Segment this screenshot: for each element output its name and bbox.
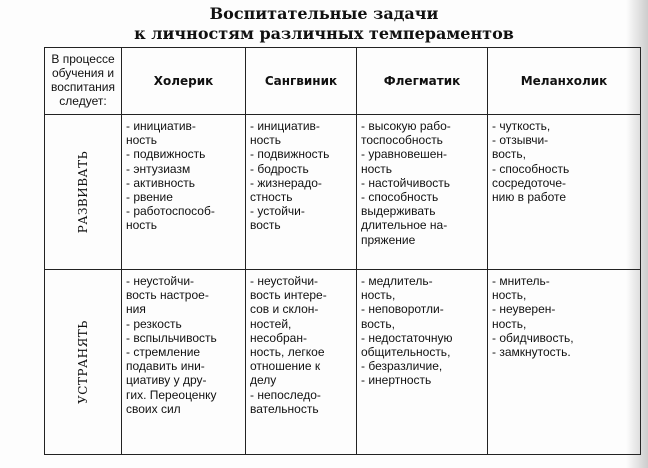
- cell-line: - уравновешен-: [361, 147, 448, 162]
- column-header-melancholic: Меланхолик: [488, 48, 641, 115]
- row-header-develop: [45, 115, 122, 270]
- cell-eliminate-melancholic: [488, 270, 641, 455]
- cell-line: ность: [361, 161, 393, 176]
- cell-line: - чуткость,: [492, 119, 551, 133]
- cell-line: пряжение: [361, 232, 416, 247]
- table-header-row: [45, 48, 641, 115]
- row-header-label: УСТРАНЯТЬ: [76, 320, 90, 404]
- cell-line: вость,: [361, 316, 395, 331]
- cell-line: - неустойчи-: [126, 274, 195, 288]
- corner-header-line: В процессе: [51, 52, 115, 66]
- cell-eliminate-phlegmatic: [357, 270, 488, 455]
- cell-line: - резкость: [126, 316, 182, 331]
- cell-develop-melancholic: [488, 115, 641, 270]
- cell-line: циативу у дру-: [126, 373, 207, 388]
- cell-line: ность: [126, 133, 158, 148]
- cell-line: - стремление: [126, 345, 201, 360]
- cell-line: отношение к: [250, 359, 321, 374]
- cell-develop-sanguine: [246, 115, 357, 270]
- document-subtitle: к личностям различных темпераментов: [134, 24, 514, 43]
- cell-line: - безразличие,: [361, 359, 443, 374]
- cell-line: вость интере-: [250, 288, 327, 303]
- cell-line: сов и склон-: [250, 302, 319, 317]
- cell-line: - устойчи-: [250, 204, 305, 219]
- cell-line: - недостаточную: [361, 330, 453, 345]
- corner-header-line: обучения и: [51, 66, 115, 80]
- cell-line: - энтузиазм: [126, 161, 191, 176]
- cell-line: - отзывчи-: [492, 133, 549, 148]
- cell-develop-choleric: [122, 115, 246, 270]
- cell-line: вость,: [492, 147, 526, 162]
- cell-line: общительность,: [361, 345, 451, 360]
- table-row-develop: [45, 115, 641, 270]
- cell-line: - высокую рабо-: [361, 119, 451, 133]
- cell-line: своих сил: [126, 401, 181, 416]
- column-header-phlegmatic: Флегматик: [357, 48, 488, 115]
- cell-eliminate-choleric: [122, 270, 246, 455]
- cell-line: вость настрое-: [126, 288, 209, 303]
- cell-line: - непоследо-: [250, 387, 321, 402]
- cell-line: - мнитель-: [492, 274, 550, 288]
- table-row-eliminate: [45, 270, 641, 455]
- corner-header-line: следует:: [59, 94, 107, 108]
- cell-line: ность: [126, 218, 158, 233]
- cell-line: - вспыльчивость: [126, 330, 217, 345]
- cell-line: - подвижность: [126, 147, 206, 162]
- corner-header-line: воспитания: [51, 80, 115, 94]
- cell-line: подавить ини-: [126, 359, 205, 374]
- cell-line: - жизнерадо-: [250, 175, 322, 190]
- cell-line: ность, легкое: [250, 345, 325, 360]
- cell-line: - замкнутость.: [492, 345, 571, 360]
- cell-line: ность,: [361, 288, 396, 303]
- cell-line: - настойчивость: [361, 175, 450, 190]
- cell-line: вость: [250, 218, 281, 233]
- cell-line: - работоспособ-: [126, 204, 215, 219]
- cell-line: - активность: [126, 175, 196, 190]
- cell-line: ность,: [492, 288, 527, 303]
- cell-line: - инициатив-: [250, 119, 320, 133]
- temperament-table: [44, 47, 641, 455]
- cell-eliminate-sanguine: [246, 270, 357, 455]
- cell-line: делу: [250, 373, 277, 388]
- corner-header-cell: [45, 48, 122, 115]
- cell-line: - медлитель-: [361, 274, 433, 288]
- cell-line: ния: [126, 302, 146, 317]
- cell-line: - неустойчи-: [250, 274, 319, 288]
- cell-line: несобран-: [250, 330, 307, 345]
- cell-line: выдерживать: [361, 204, 436, 219]
- cell-line: - способность: [492, 161, 570, 176]
- cell-line: стность: [250, 190, 293, 205]
- cell-line: длительное на-: [361, 218, 448, 233]
- cell-line: - подвижность: [250, 147, 330, 162]
- cell-line: - способность: [361, 190, 439, 205]
- cell-line: - инициатив-: [126, 119, 196, 133]
- row-header-eliminate: [45, 270, 122, 455]
- cell-line: тоспособность: [361, 133, 443, 148]
- cell-line: вательность: [250, 401, 319, 416]
- cell-develop-phlegmatic: [357, 115, 488, 270]
- cell-line: ность,: [492, 316, 527, 331]
- cell-line: - обидчивость,: [492, 330, 574, 345]
- row-header-label: РАЗВИВАТЬ: [76, 150, 90, 234]
- column-header-choleric: Холерик: [122, 48, 246, 115]
- cell-line: ность: [250, 133, 282, 148]
- cell-line: ностей,: [250, 316, 292, 331]
- cell-line: нию в работе: [492, 190, 567, 205]
- cell-line: гих. Переоценку: [126, 387, 217, 402]
- column-header-sanguine: Сангвиник: [246, 48, 357, 115]
- document-title: Воспитательные задачи: [209, 4, 439, 23]
- cell-line: сосредоточе-: [492, 175, 566, 190]
- cell-line: - неуверен-: [492, 302, 556, 317]
- cell-line: - неповоротли-: [361, 302, 444, 317]
- cell-line: - бодрость: [250, 161, 309, 176]
- cell-line: - инертность: [361, 373, 432, 388]
- cell-line: - рвение: [126, 190, 173, 205]
